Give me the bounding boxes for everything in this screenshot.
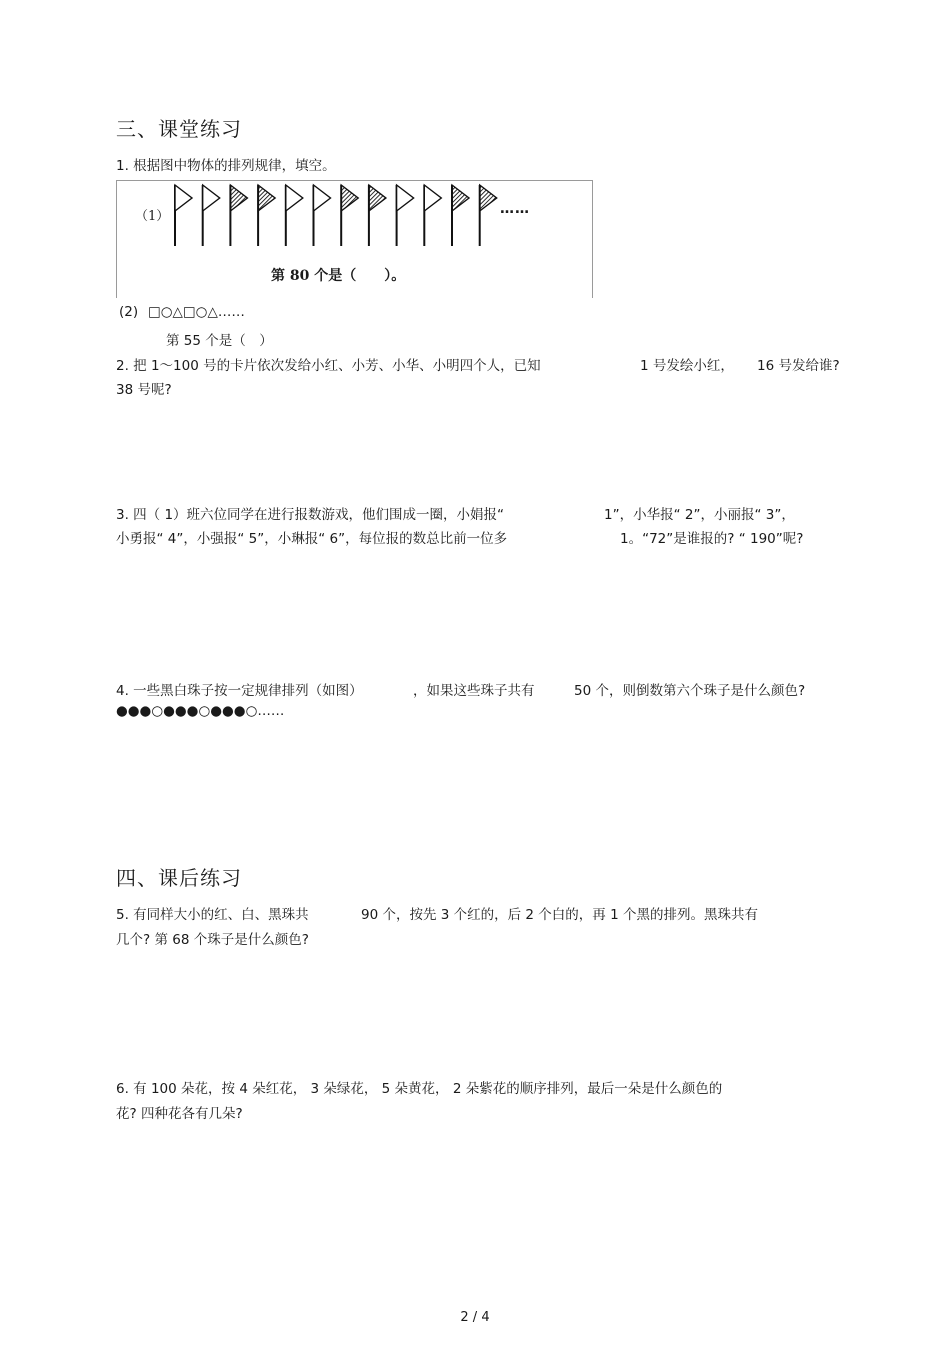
question-3-line1: 3. 四（ 1）班六位同学在进行报数游戏，他们围成一圈，小娟报“ [116, 507, 505, 523]
page-number: 2 / 4 [460, 1310, 490, 1325]
flag-striped [369, 185, 386, 246]
question-1-sub2-question: 第 55 个是（ ） [166, 333, 273, 349]
figure-question: 第 80 个是（ ）。 [271, 268, 406, 284]
figure-ellipsis: …… [500, 201, 530, 217]
section-title-homework-practice: 四、课后练习 [116, 866, 242, 890]
flag-striped [341, 185, 358, 246]
question-6-line2: 花? 四种花各有几朵? [116, 1106, 243, 1122]
question-3-line2-part2: 1。“72”是谁报的? “ 190”呢? [620, 531, 804, 547]
flag-white [314, 185, 331, 246]
flag-striped [452, 185, 469, 246]
flag-striped [480, 185, 497, 246]
question-2-line1: 2. 把 1～100 号的卡片依次发给小红、小芳、小华、小明四个人，已知 [116, 358, 541, 374]
flag-white [175, 185, 192, 246]
flag-white [424, 185, 441, 246]
section-title-classroom-practice: 三、课堂练习 [116, 117, 242, 141]
question-5-line1: 5. 有同样大小的红、白、黑珠共 [116, 907, 309, 923]
figure-label: （1） [135, 209, 170, 224]
question-3-line1-part2: 1”，小华报“ 2”，小丽报“ 3”， [604, 507, 795, 523]
flag-white [286, 185, 303, 246]
question-4-line1-part2: ，如果这些珠子共有 [413, 683, 535, 699]
question-2-line2: 38 号呢? [116, 382, 172, 398]
question-4-line1: 4. 一些黑白珠子按一定规律排列（如图） [116, 683, 363, 699]
flag-white [397, 185, 414, 246]
question-4-line1-part3: 50 个，则倒数第六个珠子是什么颜色? [574, 683, 806, 699]
question-2-line1-part3: 16 号发给谁? [757, 358, 840, 374]
flag-pattern-figure [116, 180, 593, 298]
bead-pattern: ●●●○●●●○●●●○…… [116, 703, 285, 719]
flag-striped [230, 185, 247, 246]
question-1-sub2-label: (2) [119, 304, 139, 320]
question-1-sub2-shapes: □○△□○△…… [148, 304, 245, 320]
question-2-line1-part2: 1 号发绘小红， [640, 358, 734, 374]
question-3-line2: 小勇报“ 4”，小强报“ 5”，小琳报“ 6”，每位报的数总比前一位多 [116, 531, 508, 547]
flag-white [203, 185, 220, 246]
question-1-stem: 1. 根据图中物体的排列规律，填空。 [116, 158, 336, 174]
question-5-line2: 几个? 第 68 个珠子是什么颜色? [116, 932, 309, 948]
question-5-line1-part2: 90 个，按先 3 个红的，后 2 个白的，再 1 个黑的排列。黑珠共有 [361, 907, 758, 923]
question-6-line1: 6. 有 100 朵花，按 4 朵红花， 3 朵绿花， 5 朵黄花， 2 朵紫花的顺序排列，最后一朵是什么颜色的 [116, 1081, 723, 1097]
flag-striped [258, 185, 275, 246]
